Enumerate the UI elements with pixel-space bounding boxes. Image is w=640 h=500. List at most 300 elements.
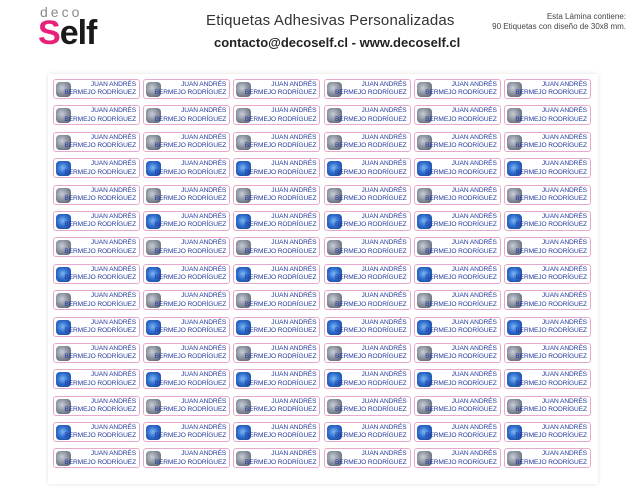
label-first-name: JUAN ANDRÉS <box>541 424 587 432</box>
label-first-name: JUAN ANDRÉS <box>271 292 317 300</box>
name-label <box>143 158 230 178</box>
label-text <box>155 213 227 230</box>
label-text <box>515 319 587 336</box>
label-last-name: BERMEJO RODRÍGUEZ <box>515 300 587 308</box>
label-first-name: JUAN ANDRÉS <box>181 424 227 432</box>
name-label <box>143 264 230 284</box>
label-text <box>245 450 317 467</box>
label-text <box>245 134 317 151</box>
contact-line: contacto@decoself.cl - www.decoself.cl <box>214 35 461 50</box>
label-last-name: BERMEJO RODRÍGUEZ <box>334 458 407 466</box>
name-label <box>414 211 501 231</box>
name-label <box>414 422 501 442</box>
label-last-name: BERMEJO RODRÍGUEZ <box>515 326 587 334</box>
name-label <box>414 290 501 310</box>
label-first-name: JUAN ANDRÉS <box>541 239 587 247</box>
label-text <box>64 187 136 204</box>
name-label <box>233 448 320 468</box>
sheet-info <box>436 12 626 32</box>
label-last-name: BERMEJO RODRÍGUEZ <box>515 274 587 282</box>
name-label <box>233 185 320 205</box>
page-title: Etiquetas Adhesivas Personalizadas <box>206 12 455 29</box>
label-text <box>425 213 497 230</box>
label-first-name: JUAN ANDRÉS <box>181 292 227 300</box>
label-last-name: BERMEJO RODRÍGUEZ <box>244 326 317 334</box>
label-first-name: JUAN ANDRÉS <box>361 292 407 300</box>
label-first-name: JUAN ANDRÉS <box>541 397 587 405</box>
label-first-name: JUAN ANDRÉS <box>361 133 407 141</box>
label-last-name: BERMEJO RODRÍGUEZ <box>515 379 587 387</box>
label-first-name: JUAN ANDRÉS <box>90 107 136 115</box>
label-last-name: BERMEJO RODRÍGUEZ <box>425 406 497 414</box>
name-label <box>143 422 230 442</box>
label-text <box>155 371 227 388</box>
label-text <box>515 398 587 415</box>
label-first-name: JUAN ANDRÉS <box>181 318 227 326</box>
label-first-name: JUAN ANDRÉS <box>181 239 227 247</box>
label-text <box>155 398 227 415</box>
label-last-name: BERMEJO RODRÍGUEZ <box>154 458 227 466</box>
label-first-name: JUAN ANDRÉS <box>541 371 587 379</box>
label-text <box>155 266 227 283</box>
label-last-name: BERMEJO RODRÍGUEZ <box>515 353 587 361</box>
label-last-name: BERMEJO RODRÍGUEZ <box>334 89 407 97</box>
name-label <box>504 211 591 231</box>
label-first-name: JUAN ANDRÉS <box>181 265 227 273</box>
name-label <box>233 369 320 389</box>
label-last-name: BERMEJO RODRÍGUEZ <box>64 458 136 466</box>
label-last-name: BERMEJO RODRÍGUEZ <box>515 221 587 229</box>
label-first-name: JUAN ANDRÉS <box>271 450 317 458</box>
label-text <box>64 450 136 467</box>
label-first-name: JUAN ANDRÉS <box>90 318 136 326</box>
label-last-name: BERMEJO RODRÍGUEZ <box>425 115 497 123</box>
name-label <box>143 290 230 310</box>
name-label <box>53 422 140 442</box>
label-text <box>515 213 587 230</box>
name-label <box>414 264 501 284</box>
name-label <box>143 369 230 389</box>
name-label <box>53 317 140 337</box>
label-last-name: BERMEJO RODRÍGUEZ <box>334 115 407 123</box>
name-label <box>53 369 140 389</box>
label-last-name: BERMEJO RODRÍGUEZ <box>244 406 317 414</box>
label-first-name: JUAN ANDRÉS <box>361 371 407 379</box>
label-text <box>155 450 227 467</box>
name-label <box>233 79 320 99</box>
label-text <box>335 81 407 98</box>
label-text <box>245 424 317 441</box>
label-last-name: BERMEJO RODRÍGUEZ <box>244 247 317 255</box>
name-label <box>324 211 411 231</box>
name-label <box>504 79 591 99</box>
name-label <box>233 343 320 363</box>
name-label <box>233 264 320 284</box>
label-first-name: JUAN ANDRÉS <box>90 397 136 405</box>
name-label <box>324 448 411 468</box>
name-label <box>233 158 320 178</box>
label-last-name: BERMEJO RODRÍGUEZ <box>515 168 587 176</box>
label-text <box>515 345 587 362</box>
name-label <box>324 317 411 337</box>
name-label <box>53 396 140 416</box>
label-text <box>425 450 497 467</box>
label-text <box>64 292 136 309</box>
label-first-name: JUAN ANDRÉS <box>271 212 317 220</box>
label-first-name: JUAN ANDRÉS <box>361 265 407 273</box>
name-label <box>504 422 591 442</box>
label-last-name: BERMEJO RODRÍGUEZ <box>64 89 136 97</box>
label-text <box>245 398 317 415</box>
label-first-name: JUAN ANDRÉS <box>90 424 136 432</box>
label-last-name: BERMEJO RODRÍGUEZ <box>244 89 317 97</box>
label-first-name: JUAN ANDRÉS <box>361 424 407 432</box>
label-last-name: BERMEJO RODRÍGUEZ <box>64 168 136 176</box>
name-label <box>324 105 411 125</box>
label-text <box>425 345 497 362</box>
label-text <box>245 292 317 309</box>
name-label <box>53 290 140 310</box>
label-first-name: JUAN ANDRÉS <box>541 318 587 326</box>
label-text <box>515 292 587 309</box>
label-last-name: BERMEJO RODRÍGUEZ <box>515 247 587 255</box>
label-text <box>64 81 136 98</box>
label-first-name: JUAN ANDRÉS <box>361 397 407 405</box>
label-last-name: BERMEJO RODRÍGUEZ <box>154 194 227 202</box>
label-text <box>155 160 227 177</box>
name-label <box>504 369 591 389</box>
label-text <box>155 81 227 98</box>
name-label <box>324 422 411 442</box>
name-label <box>53 132 140 152</box>
name-label <box>324 79 411 99</box>
label-last-name: BERMEJO RODRÍGUEZ <box>515 458 587 466</box>
label-last-name: BERMEJO RODRÍGUEZ <box>334 142 407 150</box>
name-label <box>324 264 411 284</box>
label-text <box>335 187 407 204</box>
label-last-name: BERMEJO RODRÍGUEZ <box>154 168 227 176</box>
label-first-name: JUAN ANDRÉS <box>90 133 136 141</box>
name-label <box>324 290 411 310</box>
name-label <box>143 317 230 337</box>
label-first-name: JUAN ANDRÉS <box>181 371 227 379</box>
label-text <box>155 292 227 309</box>
label-text <box>335 266 407 283</box>
logo-self-text <box>38 14 96 53</box>
label-text <box>64 239 136 256</box>
name-label <box>504 185 591 205</box>
label-first-name: JUAN ANDRÉS <box>271 186 317 194</box>
label-text <box>515 450 587 467</box>
name-label <box>504 264 591 284</box>
name-label <box>233 290 320 310</box>
label-last-name: BERMEJO RODRÍGUEZ <box>425 274 497 282</box>
name-label <box>414 185 501 205</box>
label-text <box>155 319 227 336</box>
label-first-name: JUAN ANDRÉS <box>451 212 497 220</box>
label-text <box>425 239 497 256</box>
label-text <box>515 134 587 151</box>
label-text <box>425 187 497 204</box>
name-label <box>324 132 411 152</box>
label-first-name: JUAN ANDRÉS <box>181 450 227 458</box>
label-text <box>425 81 497 98</box>
label-text <box>155 134 227 151</box>
label-first-name: JUAN ANDRÉS <box>271 397 317 405</box>
label-first-name: JUAN ANDRÉS <box>181 107 227 115</box>
label-last-name: BERMEJO RODRÍGUEZ <box>154 274 227 282</box>
name-label <box>143 396 230 416</box>
name-label <box>233 396 320 416</box>
label-first-name: JUAN ANDRÉS <box>361 318 407 326</box>
name-label <box>504 237 591 257</box>
name-label <box>233 317 320 337</box>
label-last-name: BERMEJO RODRÍGUEZ <box>154 326 227 334</box>
name-label <box>324 343 411 363</box>
label-first-name: JUAN ANDRÉS <box>90 186 136 194</box>
label-last-name: BERMEJO RODRÍGUEZ <box>334 247 407 255</box>
label-first-name: JUAN ANDRÉS <box>361 81 407 88</box>
name-label <box>143 185 230 205</box>
label-first-name: JUAN ANDRÉS <box>451 133 497 141</box>
label-last-name: BERMEJO RODRÍGUEZ <box>244 458 317 466</box>
label-first-name: JUAN ANDRÉS <box>181 397 227 405</box>
label-text <box>245 213 317 230</box>
label-last-name: BERMEJO RODRÍGUEZ <box>425 142 497 150</box>
label-first-name: JUAN ANDRÉS <box>181 133 227 141</box>
label-last-name: BERMEJO RODRÍGUEZ <box>64 300 136 308</box>
label-last-name: BERMEJO RODRÍGUEZ <box>244 221 317 229</box>
label-first-name: JUAN ANDRÉS <box>271 344 317 352</box>
label-text <box>425 134 497 151</box>
label-first-name: JUAN ANDRÉS <box>90 212 136 220</box>
label-text <box>515 371 587 388</box>
label-last-name: BERMEJO RODRÍGUEZ <box>154 300 227 308</box>
label-first-name: JUAN ANDRÉS <box>451 371 497 379</box>
name-label <box>233 105 320 125</box>
name-label <box>233 422 320 442</box>
label-text <box>64 424 136 441</box>
label-first-name: JUAN ANDRÉS <box>541 450 587 458</box>
label-text <box>245 187 317 204</box>
label-first-name: JUAN ANDRÉS <box>271 81 317 88</box>
label-last-name: BERMEJO RODRÍGUEZ <box>515 89 587 97</box>
label-first-name: JUAN ANDRÉS <box>451 186 497 194</box>
label-text <box>515 424 587 441</box>
name-label <box>143 343 230 363</box>
label-last-name: BERMEJO RODRÍGUEZ <box>334 326 407 334</box>
label-first-name: JUAN ANDRÉS <box>271 318 317 326</box>
label-first-name: JUAN ANDRÉS <box>451 160 497 168</box>
label-first-name: JUAN ANDRÉS <box>271 133 317 141</box>
label-first-name: JUAN ANDRÉS <box>361 344 407 352</box>
label-last-name: BERMEJO RODRÍGUEZ <box>425 221 497 229</box>
label-text <box>245 160 317 177</box>
decoself-logo <box>38 4 118 52</box>
name-label <box>53 185 140 205</box>
label-first-name: JUAN ANDRÉS <box>90 344 136 352</box>
label-text <box>425 319 497 336</box>
label-last-name: BERMEJO RODRÍGUEZ <box>425 89 497 97</box>
label-text <box>425 266 497 283</box>
label-last-name: BERMEJO RODRÍGUEZ <box>64 406 136 414</box>
name-label <box>414 369 501 389</box>
label-grid <box>53 79 591 472</box>
label-first-name: JUAN ANDRÉS <box>541 133 587 141</box>
label-first-name: JUAN ANDRÉS <box>271 239 317 247</box>
label-text <box>425 160 497 177</box>
label-last-name: BERMEJO RODRÍGUEZ <box>244 353 317 361</box>
name-label <box>143 105 230 125</box>
label-last-name: BERMEJO RODRÍGUEZ <box>154 247 227 255</box>
label-first-name: JUAN ANDRÉS <box>361 239 407 247</box>
name-label <box>504 396 591 416</box>
label-last-name: BERMEJO RODRÍGUEZ <box>154 353 227 361</box>
label-last-name: BERMEJO RODRÍGUEZ <box>334 221 407 229</box>
label-last-name: BERMEJO RODRÍGUEZ <box>244 432 317 440</box>
label-text <box>335 450 407 467</box>
label-last-name: BERMEJO RODRÍGUEZ <box>425 194 497 202</box>
label-last-name: BERMEJO RODRÍGUEZ <box>244 379 317 387</box>
label-text <box>335 160 407 177</box>
label-text <box>425 107 497 124</box>
label-last-name: BERMEJO RODRÍGUEZ <box>154 89 227 97</box>
label-last-name: BERMEJO RODRÍGUEZ <box>64 274 136 282</box>
label-text <box>335 213 407 230</box>
sheet-info-line1: Esta Lámina contiene: <box>546 12 626 21</box>
label-last-name: BERMEJO RODRÍGUEZ <box>154 142 227 150</box>
label-text <box>425 424 497 441</box>
name-label <box>53 105 140 125</box>
name-label <box>53 79 140 99</box>
label-text <box>245 319 317 336</box>
name-label <box>324 369 411 389</box>
label-first-name: JUAN ANDRÉS <box>451 107 497 115</box>
name-label <box>504 105 591 125</box>
label-text <box>155 239 227 256</box>
label-first-name: JUAN ANDRÉS <box>90 265 136 273</box>
name-label <box>324 185 411 205</box>
label-first-name: JUAN ANDRÉS <box>541 107 587 115</box>
name-label <box>414 396 501 416</box>
label-first-name: JUAN ANDRÉS <box>541 81 587 88</box>
label-first-name: JUAN ANDRÉS <box>541 212 587 220</box>
name-label <box>504 158 591 178</box>
label-text <box>245 345 317 362</box>
label-last-name: BERMEJO RODRÍGUEZ <box>64 115 136 123</box>
label-text <box>245 239 317 256</box>
name-label <box>53 237 140 257</box>
label-first-name: JUAN ANDRÉS <box>90 371 136 379</box>
label-last-name: BERMEJO RODRÍGUEZ <box>425 353 497 361</box>
name-label <box>414 343 501 363</box>
name-label <box>324 158 411 178</box>
label-first-name: JUAN ANDRÉS <box>541 186 587 194</box>
label-text <box>64 160 136 177</box>
label-first-name: JUAN ANDRÉS <box>451 292 497 300</box>
label-first-name: JUAN ANDRÉS <box>361 212 407 220</box>
name-label <box>53 343 140 363</box>
label-first-name: JUAN ANDRÉS <box>181 81 227 88</box>
name-label <box>53 264 140 284</box>
label-text <box>335 398 407 415</box>
label-first-name: JUAN ANDRÉS <box>541 292 587 300</box>
label-last-name: BERMEJO RODRÍGUEZ <box>244 194 317 202</box>
label-last-name: BERMEJO RODRÍGUEZ <box>425 168 497 176</box>
name-label <box>53 448 140 468</box>
label-text <box>64 213 136 230</box>
label-text <box>335 134 407 151</box>
label-text <box>245 266 317 283</box>
label-text <box>245 107 317 124</box>
label-text <box>245 81 317 98</box>
label-last-name: BERMEJO RODRÍGUEZ <box>244 115 317 123</box>
label-last-name: BERMEJO RODRÍGUEZ <box>244 168 317 176</box>
name-label <box>53 158 140 178</box>
name-label <box>414 237 501 257</box>
label-last-name: BERMEJO RODRÍGUEZ <box>244 274 317 282</box>
label-first-name: JUAN ANDRÉS <box>451 424 497 432</box>
label-last-name: BERMEJO RODRÍGUEZ <box>154 406 227 414</box>
name-label <box>233 132 320 152</box>
label-first-name: JUAN ANDRÉS <box>271 424 317 432</box>
label-text <box>64 345 136 362</box>
label-last-name: BERMEJO RODRÍGUEZ <box>334 353 407 361</box>
name-label <box>324 237 411 257</box>
name-label <box>143 237 230 257</box>
name-label <box>504 343 591 363</box>
label-first-name: JUAN ANDRÉS <box>451 265 497 273</box>
name-label <box>233 237 320 257</box>
label-first-name: JUAN ANDRÉS <box>181 212 227 220</box>
label-first-name: JUAN ANDRÉS <box>90 292 136 300</box>
label-first-name: JUAN ANDRÉS <box>361 107 407 115</box>
label-last-name: BERMEJO RODRÍGUEZ <box>244 300 317 308</box>
label-first-name: JUAN ANDRÉS <box>451 450 497 458</box>
name-label <box>324 396 411 416</box>
label-text <box>245 371 317 388</box>
label-last-name: BERMEJO RODRÍGUEZ <box>64 142 136 150</box>
label-first-name: JUAN ANDRÉS <box>451 239 497 247</box>
name-label <box>504 317 591 337</box>
label-first-name: JUAN ANDRÉS <box>451 344 497 352</box>
label-first-name: JUAN ANDRÉS <box>271 265 317 273</box>
label-text <box>335 371 407 388</box>
label-last-name: BERMEJO RODRÍGUEZ <box>425 300 497 308</box>
label-text <box>515 107 587 124</box>
logo-deco-text: deco <box>40 4 83 20</box>
label-last-name: BERMEJO RODRÍGUEZ <box>425 247 497 255</box>
label-first-name: JUAN ANDRÉS <box>541 344 587 352</box>
label-last-name: BERMEJO RODRÍGUEZ <box>64 353 136 361</box>
label-last-name: BERMEJO RODRÍGUEZ <box>64 432 136 440</box>
label-last-name: BERMEJO RODRÍGUEZ <box>64 221 136 229</box>
label-text <box>64 107 136 124</box>
label-last-name: BERMEJO RODRÍGUEZ <box>64 247 136 255</box>
label-last-name: BERMEJO RODRÍGUEZ <box>334 168 407 176</box>
label-last-name: BERMEJO RODRÍGUEZ <box>64 326 136 334</box>
label-last-name: BERMEJO RODRÍGUEZ <box>425 379 497 387</box>
name-label <box>504 290 591 310</box>
label-text <box>335 424 407 441</box>
label-last-name: BERMEJO RODRÍGUEZ <box>515 406 587 414</box>
label-first-name: JUAN ANDRÉS <box>271 371 317 379</box>
name-label <box>414 317 501 337</box>
label-last-name: BERMEJO RODRÍGUEZ <box>515 142 587 150</box>
label-first-name: JUAN ANDRÉS <box>541 160 587 168</box>
label-text <box>64 371 136 388</box>
label-text <box>64 134 136 151</box>
